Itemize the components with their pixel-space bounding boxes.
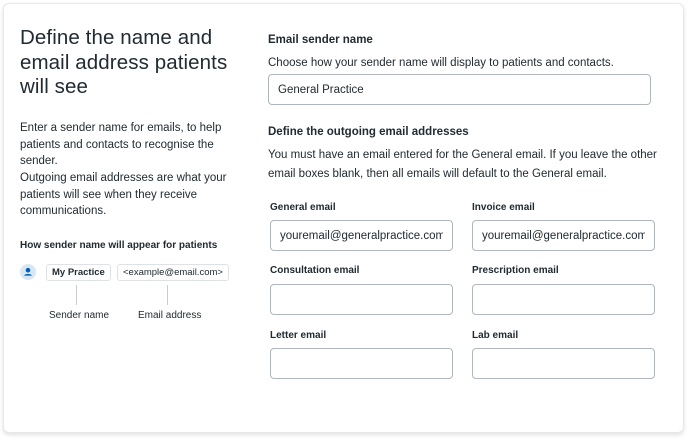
lab-email-input[interactable] xyxy=(472,348,655,379)
consultation-email-input[interactable] xyxy=(270,284,453,315)
prescription-email-label: Prescription email xyxy=(472,265,559,276)
outgoing-emails-title: Define the outgoing email addresses xyxy=(268,126,469,138)
letter-email-label: Letter email xyxy=(270,330,327,341)
sender-email-preview: <example@email.com> xyxy=(117,264,229,281)
sender-name-connector xyxy=(76,285,77,305)
consultation-email-label: Consultation email xyxy=(270,265,360,276)
lab-email-label: Lab email xyxy=(472,330,519,341)
sender-name-preview: My Practice xyxy=(46,264,111,281)
intro-panel xyxy=(20,26,250,100)
page-title: Define the name and email address patients will see xyxy=(20,26,228,98)
sender-name-description: Choose how your sender name will display to patients and contacts. xyxy=(268,57,614,69)
preview-title: How sender name will appear for patients xyxy=(20,240,218,251)
sender-name-input[interactable] xyxy=(268,74,651,105)
sender-name-caption: Sender name xyxy=(49,310,110,321)
invoice-email-label: Invoice email xyxy=(472,202,535,213)
invoice-email-input[interactable] xyxy=(472,220,655,251)
avatar xyxy=(20,264,36,280)
intro-paragraph-sender: Enter a sender name for emails, to help patients and contacts to recognise the sender. xyxy=(20,122,222,167)
intro-paragraph-outgoing: Outgoing email addresses are what your patients will see when they receive communications. xyxy=(20,172,227,217)
email-address-caption: Email address xyxy=(138,310,202,321)
email-connector xyxy=(167,285,168,305)
general-email-input[interactable] xyxy=(270,220,453,251)
prescription-email-input[interactable] xyxy=(472,284,655,315)
user-icon xyxy=(20,264,36,280)
letter-email-input[interactable] xyxy=(270,348,453,379)
sender-name-title: Email sender name xyxy=(268,34,373,46)
general-email-label: General email xyxy=(270,202,336,213)
outgoing-emails-description: You must have an email entered for the General email. If you leave the other email boxes blank, then all emails will default to the General email. xyxy=(268,149,657,180)
